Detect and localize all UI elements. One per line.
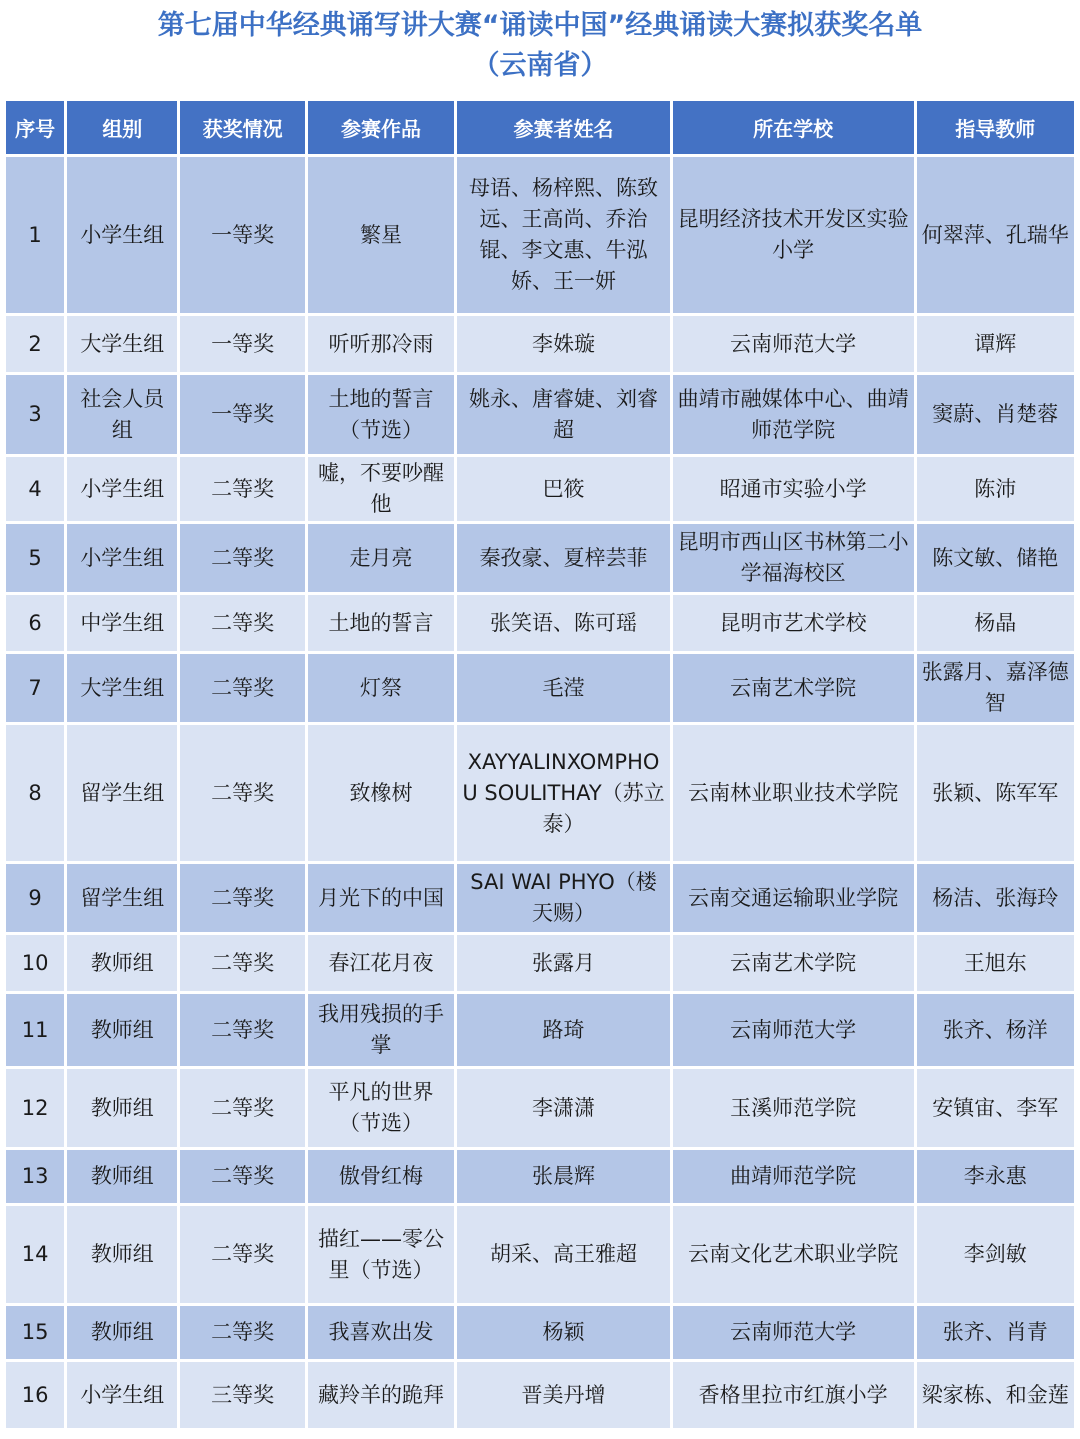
- cell-school: 昆明市西山区书林第二小学福海校区: [673, 524, 914, 592]
- cell-work: 月光下的中国: [308, 864, 454, 932]
- cell-instructor: 陈沛: [917, 457, 1075, 521]
- cell-school: 昆明市艺术学校: [673, 595, 914, 651]
- cell-group: 教师组: [67, 1069, 177, 1147]
- cell-index: 15: [6, 1306, 64, 1359]
- cell-work: 听听那冷雨: [308, 316, 454, 372]
- cell-group: 教师组: [67, 1306, 177, 1359]
- cell-instructor: 李剑敏: [917, 1206, 1075, 1303]
- cell-index: 12: [6, 1069, 64, 1147]
- cell-award: 二等奖: [180, 1069, 304, 1147]
- cell-work: 春江花月夜: [308, 935, 454, 991]
- header-instructor: 指导教师: [917, 101, 1075, 154]
- cell-work: 傲骨红梅: [308, 1150, 454, 1203]
- table-row: [6, 157, 1074, 313]
- header-award: 获奖情况: [180, 101, 304, 154]
- cell-award: 二等奖: [180, 1150, 304, 1203]
- cell-work: 灯祭: [308, 654, 454, 722]
- table-row: [6, 457, 1074, 521]
- header-group: 组别: [67, 101, 177, 154]
- cell-award: 二等奖: [180, 994, 304, 1066]
- cell-participants: 秦孜豪、夏梓芸菲: [457, 524, 670, 592]
- cell-school: 曲靖市融媒体中心、曲靖师范学院: [673, 375, 914, 454]
- table-row: [6, 1362, 1074, 1428]
- cell-work: 繁星: [308, 157, 454, 313]
- cell-group: 大学生组: [67, 316, 177, 372]
- cell-school: 云南师范大学: [673, 316, 914, 372]
- table-row: [6, 654, 1074, 722]
- cell-instructor: 张齐、肖青: [917, 1306, 1075, 1359]
- cell-instructor: 何翠萍、孔瑞华: [917, 157, 1075, 313]
- cell-school: 云南林业职业技术学院: [673, 725, 914, 861]
- cell-participants: 母语、杨梓熙、陈致远、王高尚、乔治锟、李文惠、牛泓娇、王一妍: [457, 157, 670, 313]
- cell-school: 玉溪师范学院: [673, 1069, 914, 1147]
- cell-group: 留学生组: [67, 725, 177, 861]
- table-row: [6, 1306, 1074, 1359]
- cell-participants: 晋美丹增: [457, 1362, 670, 1428]
- cell-participants: 李姝璇: [457, 316, 670, 372]
- table-row: [6, 935, 1074, 991]
- cell-award: 二等奖: [180, 1306, 304, 1359]
- cell-school: 云南交通运输职业学院: [673, 864, 914, 932]
- cell-index: 8: [6, 725, 64, 861]
- cell-participants: XAYYALINXOMPHOU SOULITHAY（苏立泰）: [457, 725, 670, 861]
- cell-work: 描红——零公里（节选）: [308, 1206, 454, 1303]
- table-row: [6, 375, 1074, 454]
- cell-school: 香格里拉市红旗小学: [673, 1362, 914, 1428]
- cell-participants: 李潇潇: [457, 1069, 670, 1147]
- cell-award: 二等奖: [180, 524, 304, 592]
- table-row: [6, 864, 1074, 932]
- header-work: 参赛作品: [308, 101, 454, 154]
- cell-instructor: 李永惠: [917, 1150, 1075, 1203]
- cell-index: 4: [6, 457, 64, 521]
- cell-group: 中学生组: [67, 595, 177, 651]
- cell-participants: 张晨辉: [457, 1150, 670, 1203]
- cell-participants: SAI WAI PHYO（楼天赐）: [457, 864, 670, 932]
- header-index: 序号: [6, 101, 64, 154]
- table-row: [6, 524, 1074, 592]
- cell-participants: 杨颖: [457, 1306, 670, 1359]
- cell-award: 二等奖: [180, 654, 304, 722]
- cell-work: 我用残损的手掌: [308, 994, 454, 1066]
- header-participants: 参赛者姓名: [457, 101, 670, 154]
- table-row: [6, 1069, 1074, 1147]
- cell-school: 云南师范大学: [673, 994, 914, 1066]
- cell-instructor: 陈文敏、储艳: [917, 524, 1075, 592]
- cell-group: 小学生组: [67, 157, 177, 313]
- cell-instructor: 张齐、杨洋: [917, 994, 1075, 1066]
- cell-index: 7: [6, 654, 64, 722]
- cell-school: 云南师范大学: [673, 1306, 914, 1359]
- cell-index: 6: [6, 595, 64, 651]
- cell-instructor: 谭辉: [917, 316, 1075, 372]
- cell-work: 我喜欢出发: [308, 1306, 454, 1359]
- cell-group: 大学生组: [67, 654, 177, 722]
- cell-group: 小学生组: [67, 1362, 177, 1428]
- cell-group: 教师组: [67, 935, 177, 991]
- header-school: 所在学校: [673, 101, 914, 154]
- cell-instructor: 窦蔚、肖楚蓉: [917, 375, 1075, 454]
- cell-school: 云南文化艺术职业学院: [673, 1206, 914, 1303]
- cell-index: 14: [6, 1206, 64, 1303]
- cell-award: 二等奖: [180, 864, 304, 932]
- cell-index: 11: [6, 994, 64, 1066]
- cell-work: 土地的誓言（节选）: [308, 375, 454, 454]
- cell-award: 一等奖: [180, 157, 304, 313]
- cell-instructor: 安镇宙、李军: [917, 1069, 1075, 1147]
- table-row: [6, 1150, 1074, 1203]
- cell-award: 一等奖: [180, 316, 304, 372]
- cell-work: 土地的誓言: [308, 595, 454, 651]
- table-row: [6, 316, 1074, 372]
- cell-work: 藏羚羊的跪拜: [308, 1362, 454, 1428]
- cell-work: 平凡的世界（节选）: [308, 1069, 454, 1147]
- document-title: [0, 0, 1080, 98]
- cell-school: 云南艺术学院: [673, 654, 914, 722]
- cell-index: 5: [6, 524, 64, 592]
- cell-index: 9: [6, 864, 64, 932]
- cell-participants: 张露月: [457, 935, 670, 991]
- cell-award: 二等奖: [180, 457, 304, 521]
- cell-work: 走月亮: [308, 524, 454, 592]
- table-row: [6, 595, 1074, 651]
- cell-group: 留学生组: [67, 864, 177, 932]
- cell-school: 昆明经济技术开发区实验小学: [673, 157, 914, 313]
- cell-instructor: 杨晶: [917, 595, 1075, 651]
- cell-school: 昭通市实验小学: [673, 457, 914, 521]
- table-header-row: [6, 101, 1074, 154]
- cell-participants: 姚永、唐睿婕、刘睿超: [457, 375, 670, 454]
- cell-award: 一等奖: [180, 375, 304, 454]
- cell-instructor: 梁家栋、和金莲: [917, 1362, 1075, 1428]
- cell-index: 16: [6, 1362, 64, 1428]
- cell-participants: 胡采、高王雅超: [457, 1206, 670, 1303]
- award-table: [3, 98, 1077, 1431]
- title-line-2: （云南省）: [472, 50, 608, 81]
- cell-group: 教师组: [67, 1206, 177, 1303]
- cell-award: 二等奖: [180, 1206, 304, 1303]
- cell-instructor: 杨洁、张海玲: [917, 864, 1075, 932]
- cell-work: 致橡树: [308, 725, 454, 861]
- cell-index: 1: [6, 157, 64, 313]
- cell-participants: 张笑语、陈可瑶: [457, 595, 670, 651]
- cell-instructor: 王旭东: [917, 935, 1075, 991]
- cell-school: 曲靖师范学院: [673, 1150, 914, 1203]
- cell-index: 2: [6, 316, 64, 372]
- cell-award: 三等奖: [180, 1362, 304, 1428]
- cell-group: 教师组: [67, 1150, 177, 1203]
- cell-participants: 巴筱: [457, 457, 670, 521]
- table-row: [6, 725, 1074, 861]
- cell-group: 小学生组: [67, 457, 177, 521]
- cell-participants: 路琦: [457, 994, 670, 1066]
- cell-index: 3: [6, 375, 64, 454]
- table-row: [6, 994, 1074, 1066]
- cell-index: 10: [6, 935, 64, 991]
- cell-participants: 毛滢: [457, 654, 670, 722]
- cell-group: 社会人员组: [67, 375, 177, 454]
- cell-group: 小学生组: [67, 524, 177, 592]
- cell-index: 13: [6, 1150, 64, 1203]
- cell-award: 二等奖: [180, 595, 304, 651]
- cell-instructor: 张露月、嘉泽德智: [917, 654, 1075, 722]
- cell-work: 嘘，不要吵醒他: [308, 457, 454, 521]
- cell-group: 教师组: [67, 994, 177, 1066]
- cell-award: 二等奖: [180, 725, 304, 861]
- table-row: [6, 1206, 1074, 1303]
- cell-instructor: 张颖、陈军军: [917, 725, 1075, 861]
- cell-award: 二等奖: [180, 935, 304, 991]
- cell-school: 云南艺术学院: [673, 935, 914, 991]
- title-line-1: 第七届中华经典诵写讲大赛“诵读中国”经典诵读大赛拟获奖名单: [157, 10, 923, 41]
